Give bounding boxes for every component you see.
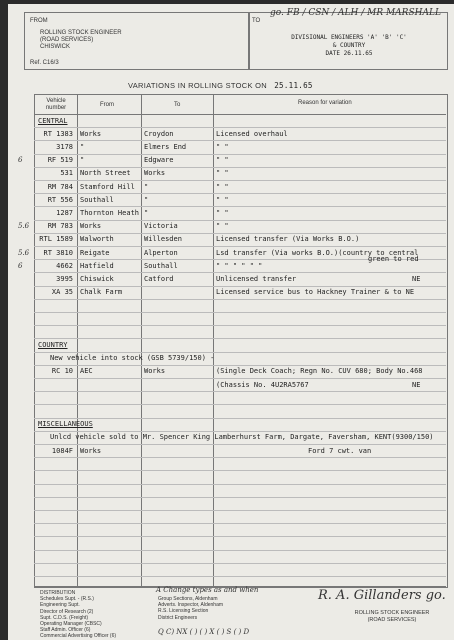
- reason-cell: Licensed overhaul: [216, 129, 288, 138]
- reason-code: NE: [412, 274, 421, 283]
- recipient-initials: go. FB / CSN / ALH / MR MARSHALL: [270, 8, 441, 18]
- reason-cell: (Chassis No. 4U2RA5767: [216, 380, 309, 389]
- to-cell: Elmers End: [144, 142, 187, 151]
- rule-line: [34, 233, 446, 234]
- vehicle-number: RM 783: [47, 222, 73, 231]
- vehicle-number: 1287: [56, 208, 73, 217]
- rule-line: [34, 404, 446, 405]
- reason-cell: " ": [216, 182, 229, 191]
- rule-line: [34, 470, 446, 471]
- vehicle-number: RM 784: [47, 182, 73, 191]
- section-heading: MISCELLANEOUS: [38, 420, 93, 429]
- reason-cell: " ": [216, 142, 229, 151]
- col-header-vehicle: Vehicle number: [45, 98, 67, 111]
- reason-cell: " ": [216, 169, 229, 178]
- reason-cell: Unlicensed transfer: [216, 274, 297, 283]
- vehicle-number: RT 1383: [43, 129, 73, 138]
- section-heading: COUNTRY: [38, 340, 68, 349]
- vehicle-number: RTL 1589: [39, 235, 73, 244]
- to-cell: Works: [144, 367, 166, 376]
- to-cell: Catford: [144, 274, 174, 283]
- rule-line: [34, 484, 446, 485]
- from-cell: Reigate: [80, 248, 110, 257]
- from-cell: ": [80, 156, 85, 165]
- to-label: TO: [252, 18, 261, 24]
- rule-line: [34, 497, 446, 498]
- rule-line: [34, 299, 446, 300]
- reason-cell: Ford 7 cwt. van: [308, 446, 372, 455]
- variations-table: [34, 94, 448, 588]
- to-address: DIVISIONAL ENGINEERS 'A' 'B' 'C' & COUNTRY DATE 26.11.65: [291, 34, 407, 57]
- signatory-title: ROLLING STOCK ENGINEER (ROAD SERVICES): [354, 610, 430, 623]
- rule-line: [34, 576, 446, 577]
- reason-cell: Licensed service bus to Hackney Trainer & to NE: [216, 288, 415, 297]
- reason-code: NE: [412, 380, 421, 389]
- to-cell: Works: [144, 169, 166, 178]
- rule-line: [34, 167, 446, 168]
- reason-cell: Licensed transfer (Via Works B.O.): [216, 235, 360, 244]
- rule-line: [34, 418, 446, 419]
- from-cell: AEC: [80, 367, 93, 376]
- rule-line: [34, 193, 446, 194]
- rule-line: [34, 365, 446, 366]
- document-sheet: [8, 4, 454, 640]
- rule-line: [34, 312, 446, 313]
- from-cell: Chalk Farm: [80, 288, 123, 297]
- vehicle-number: RC 10: [51, 367, 73, 376]
- rule-line: [34, 180, 446, 181]
- rule-line: [34, 206, 446, 207]
- rule-line: [34, 510, 446, 511]
- to-cell: ": [144, 182, 149, 191]
- from-cell: Works: [80, 446, 102, 455]
- rule-line: [34, 220, 446, 221]
- vehicle-number: RF 519: [47, 156, 73, 165]
- from-address: ROLLING STOCK ENGINEER (ROAD SERVICES) CHISWICK: [40, 30, 122, 50]
- from-cell: Walworth: [80, 235, 114, 244]
- distribution-list-2: Group Sections, Aldenham Adverts. Inspector, Aldenham R.S. Licensing Section District Engineers: [158, 596, 224, 621]
- rule-line: [34, 140, 446, 141]
- to-cell: ": [144, 195, 149, 204]
- vehicle-number: 1084F: [51, 446, 73, 455]
- signature: R. A. Gillanders go.: [318, 588, 446, 603]
- to-cell: Southall: [144, 261, 178, 270]
- reason-cell: " " " " " ": [216, 261, 263, 270]
- vehicle-number: 3178: [56, 142, 73, 151]
- rule-line: [34, 286, 446, 287]
- vehicle-number: 4662: [56, 261, 73, 270]
- handwritten-note: A Change types as and when: [156, 586, 259, 594]
- from-cell: Hatfield: [80, 261, 114, 270]
- vehicle-number: 531: [60, 169, 73, 178]
- to-cell: ": [144, 208, 149, 217]
- vehicle-number: RT 3810: [43, 248, 73, 257]
- span-note: Unlcd vehicle sold to Mr. Spencer King Lamberhurst Farm, Dargate, Faversham, KENT(9300/150): [50, 433, 434, 442]
- from-cell: Works: [80, 222, 102, 231]
- reason-cell: Lsd transfer (Via works B.O.)(country to central: [216, 248, 419, 257]
- rule-line: [34, 391, 446, 392]
- margin-mark: 6: [18, 261, 23, 270]
- reason-cell: " ": [216, 195, 229, 204]
- from-cell: North Street: [80, 169, 131, 178]
- rule-line: [34, 550, 446, 551]
- from-cell: ": [80, 142, 85, 151]
- reference: Ref. C16/3: [30, 60, 59, 66]
- rule-line: [34, 536, 446, 537]
- margin-mark: 6: [18, 156, 23, 165]
- to-cell: Alperton: [144, 248, 178, 257]
- rule-line: [34, 563, 446, 564]
- rule-line: [34, 127, 446, 128]
- to-cell: Victoria: [144, 222, 178, 231]
- distribution-list: DISTRIBUTION Schedules Supt. - (R.S.) Engineering Supt. Director of Research (2) Supt. C.D.S. (Freight) Operating Manager (CBSC) Staff Admin. Officer (6) Commercial Advertising Officer (6): [40, 590, 117, 640]
- to-cell: Croydon: [144, 129, 174, 138]
- col-header-from: From: [100, 102, 114, 108]
- reason-cell: (Single Deck Coach; Regn No. CUV 680; Body No.468: [216, 367, 423, 376]
- from-cell: Southall: [80, 195, 114, 204]
- from-cell: Thornton Heath: [80, 208, 140, 217]
- handwritten-codes: Q C) NX ( ) ( ) X ( ) S ( ) D: [158, 628, 250, 636]
- reason-cell: " ": [216, 208, 229, 217]
- document-title: VARIATIONS IN ROLLING STOCK ON 25.11.65: [128, 81, 313, 90]
- rule-line: [34, 325, 446, 326]
- rule-line: [34, 457, 446, 458]
- from-cell: Stamford Hill: [80, 182, 135, 191]
- margin-mark: 5.6: [18, 222, 30, 231]
- reason-continuation: green to red: [368, 255, 419, 263]
- from-label: FROM: [30, 18, 48, 24]
- from-cell: Chiswick: [80, 274, 114, 283]
- rule-line: [34, 431, 446, 432]
- rule-line: [34, 246, 446, 247]
- rule-line: [34, 378, 446, 379]
- rule-line: [34, 272, 446, 273]
- rule-line: [34, 523, 446, 524]
- rule-line: [34, 444, 446, 445]
- reason-cell: " ": [216, 222, 229, 231]
- margin-mark: 5.6: [18, 248, 30, 257]
- to-cell: Willesden: [144, 235, 182, 244]
- col-header-to: To: [174, 102, 181, 108]
- rule-line: [34, 338, 446, 339]
- rule-line: [34, 352, 446, 353]
- to-cell: Edgware: [144, 156, 174, 165]
- span-note: New vehicle into stock (GSB 5739/150) -: [50, 354, 215, 363]
- reason-cell: " ": [216, 156, 229, 165]
- from-cell: Works: [80, 129, 102, 138]
- vehicle-number: XA 35: [51, 288, 73, 297]
- section-heading: CENTRAL: [38, 116, 68, 125]
- vehicle-number: RT 556: [47, 195, 73, 204]
- rule-line: [34, 154, 446, 155]
- col-header-reason: Reason for variation: [298, 100, 352, 106]
- vehicle-number: 3995: [56, 274, 73, 283]
